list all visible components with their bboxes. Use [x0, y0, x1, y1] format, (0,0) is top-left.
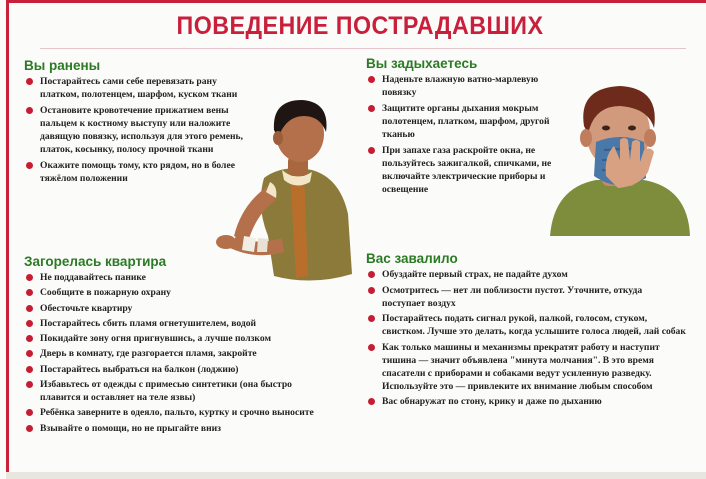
list-item: Дверь в комнату, где разгорается пламя, закройте [24, 347, 324, 360]
list-item: Покидайте зону огня пригнувшись, а лучше ползком [24, 332, 324, 345]
bullet-list [366, 268, 686, 408]
list-item: Постарайтесь сами себе перевязать рану платком, полотенцем, шарфом, куском ткани [24, 75, 256, 101]
section-heading: Вы ранены [24, 58, 101, 73]
list-item: При запахе газа раскройте окна, не пользуйтесь зажигалкой, спичками, не включайте электрические приборы и освещение [366, 144, 566, 196]
list-item: Избавьтесь от одежды с примесью синтетики (она быстро плавится и оставляет на теле язвы) [24, 378, 324, 404]
mask-man-illustration [544, 76, 694, 236]
list-item: Обуздайте первый страх, не падайте духом [366, 268, 686, 281]
section-suffocating [366, 56, 566, 199]
poster-title: ПОВЕДЕНИЕ ПОСТРАДАВШИХ [176, 12, 544, 40]
poster-border-bottom [6, 472, 706, 479]
bullet-list [366, 73, 566, 196]
list-item: Не поддавайтесь панике [24, 271, 324, 284]
title-divider [40, 48, 686, 49]
list-item: Взывайте о помощи, но не прыгайте вниз [24, 422, 324, 435]
list-item: Осмотритесь — нет ли поблизости пустот. Уточните, откуда поступает воздух [366, 284, 686, 310]
list-item: Вас обнаружат по стону, крику и даже по дыханию [366, 395, 686, 408]
list-item: Защитите органы дыхания мокрым полотенцем, платком, шарфом, другой тканью [366, 102, 566, 141]
section-heading: Загорелась квартира [24, 254, 167, 269]
list-item: Наденьте влажную ватно-марлевую повязку [366, 73, 566, 99]
list-item: Остановите кровотечение прижатием вены пальцем к костному выступу или наложите давящую повязку, используя для этого ремень, платок, косынку, полосу прочной ткани [24, 104, 256, 156]
list-item: Постарайтесь подать сигнал рукой, палкой, голосом, стуком, свистком. Лучше это делать, когда услышите голоса людей, лай собак [366, 312, 686, 338]
poster-border-top [6, 0, 706, 3]
list-item: Как только машины и механизмы прекратят работу и наступит тишина — значит объявлена "минута молчания". В это время спасатели с приборами и собаками ведут усиленную разведку. Используйте это — привлеките их внимание любым способом [366, 341, 686, 393]
injured-man-illustration [212, 86, 362, 286]
bullet-list [24, 271, 324, 435]
section-buried [366, 251, 686, 411]
list-item: Обесточьте квартиру [24, 302, 324, 315]
list-item: Постарайтесь сбить пламя огнетушителем, водой [24, 317, 324, 330]
section-heading: Вас завалило [366, 251, 458, 266]
list-item: Окажите помощь тому, кто рядом, но в более тяжёлом положении [24, 159, 256, 185]
list-item: Постарайтесь выбраться на балкон (лоджию) [24, 363, 324, 376]
list-item: Сообщите в пожарную охрану [24, 286, 324, 299]
list-item: Ребёнка заверните в одеяло, пальто, куртку и срочно выносите [24, 406, 324, 419]
poster-border-left [6, 0, 9, 479]
section-heading: Вы задыхаетесь [366, 56, 478, 71]
